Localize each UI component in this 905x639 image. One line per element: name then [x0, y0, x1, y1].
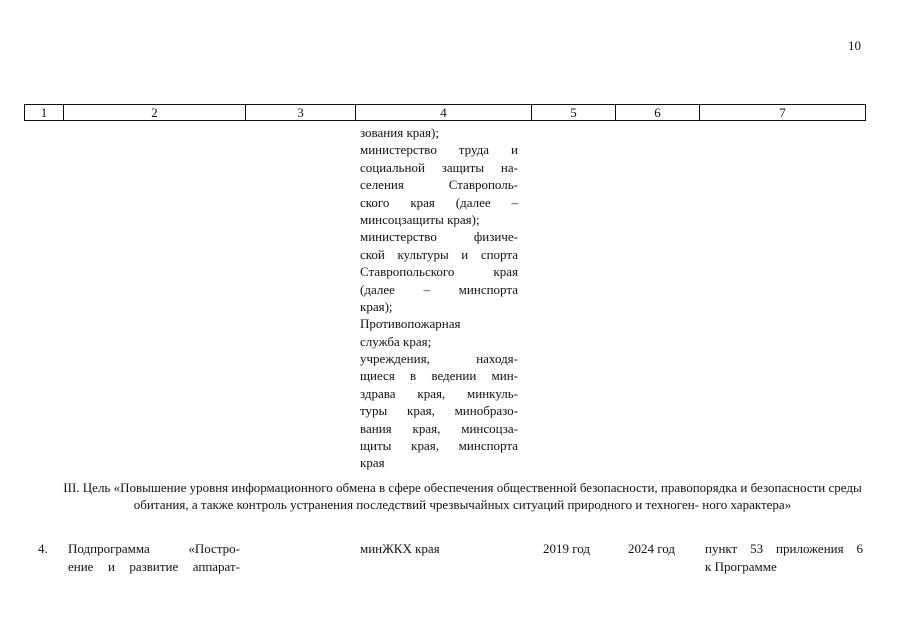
row-number: 4.: [38, 541, 48, 556]
executor-line: туры края, минобразо-: [360, 403, 518, 419]
header-cell-7: 7: [699, 105, 865, 120]
header-cell-6: 6: [615, 105, 699, 120]
page-number: 10: [848, 38, 861, 53]
row-executor: минЖКХ края: [360, 541, 440, 556]
executors-cell-continued: [360, 124, 518, 472]
executor-line: Противопожарная: [360, 316, 461, 332]
header-cell-1: 1: [40, 105, 48, 120]
executor-line: учреждения, находя-: [360, 351, 518, 367]
executor-line: (далее – минспорта: [360, 281, 518, 297]
reference-line: к Программе: [705, 559, 777, 574]
executor-line: щиеся в ведении мин-: [360, 368, 518, 384]
executor-line: зования края);: [360, 125, 439, 140]
executor-line: щиты края, минспорта: [360, 438, 518, 454]
executor-line: селения Ставрополь-: [360, 177, 518, 193]
header-cell-4: 4: [355, 105, 531, 120]
executor-line: минсоцзащиты края);: [360, 211, 480, 227]
executor-line: министерство физиче-: [360, 229, 518, 245]
subprogram-name-line: Подпрограмма «Постро-: [68, 541, 240, 556]
executor-line: края: [360, 455, 385, 471]
row-reference: [705, 540, 863, 576]
reference-line: пункт 53 приложения 6: [705, 541, 863, 556]
executor-line: социальной защиты на-: [360, 159, 518, 175]
executor-line: здрава края, минкуль-: [360, 385, 518, 401]
header-cell-2: 2: [63, 105, 245, 120]
executor-line: служба края;: [360, 333, 432, 349]
row-end-year: 2024 год: [628, 541, 675, 556]
executor-line: ской культуры и спорта: [360, 246, 518, 262]
section-heading: III. Цель «Повышение уровня информационного обмена в сфере обеспечения общественной безопасности, правопорядка и безопасности среды обитания, а также контроль устранения последствий чрезвычайных ситуаций природного и техноген- ного характера»: [63, 480, 862, 512]
executor-line: министерство труда и: [360, 142, 518, 158]
executor-line: Ставропольского края: [360, 264, 518, 280]
subprogram-name-line: ение и развитие аппарат-: [68, 559, 240, 574]
table-header-row: [24, 104, 866, 121]
header-cell-3: 3: [245, 105, 355, 120]
header-cell-5: 5: [531, 105, 615, 120]
row-start-year: 2019 год: [543, 541, 590, 556]
executor-line: края);: [360, 298, 393, 314]
executor-line: вания края, минсоцза-: [360, 420, 518, 436]
row-subprogram-name: [68, 540, 240, 576]
executor-line: ского края (далее –: [360, 194, 518, 210]
